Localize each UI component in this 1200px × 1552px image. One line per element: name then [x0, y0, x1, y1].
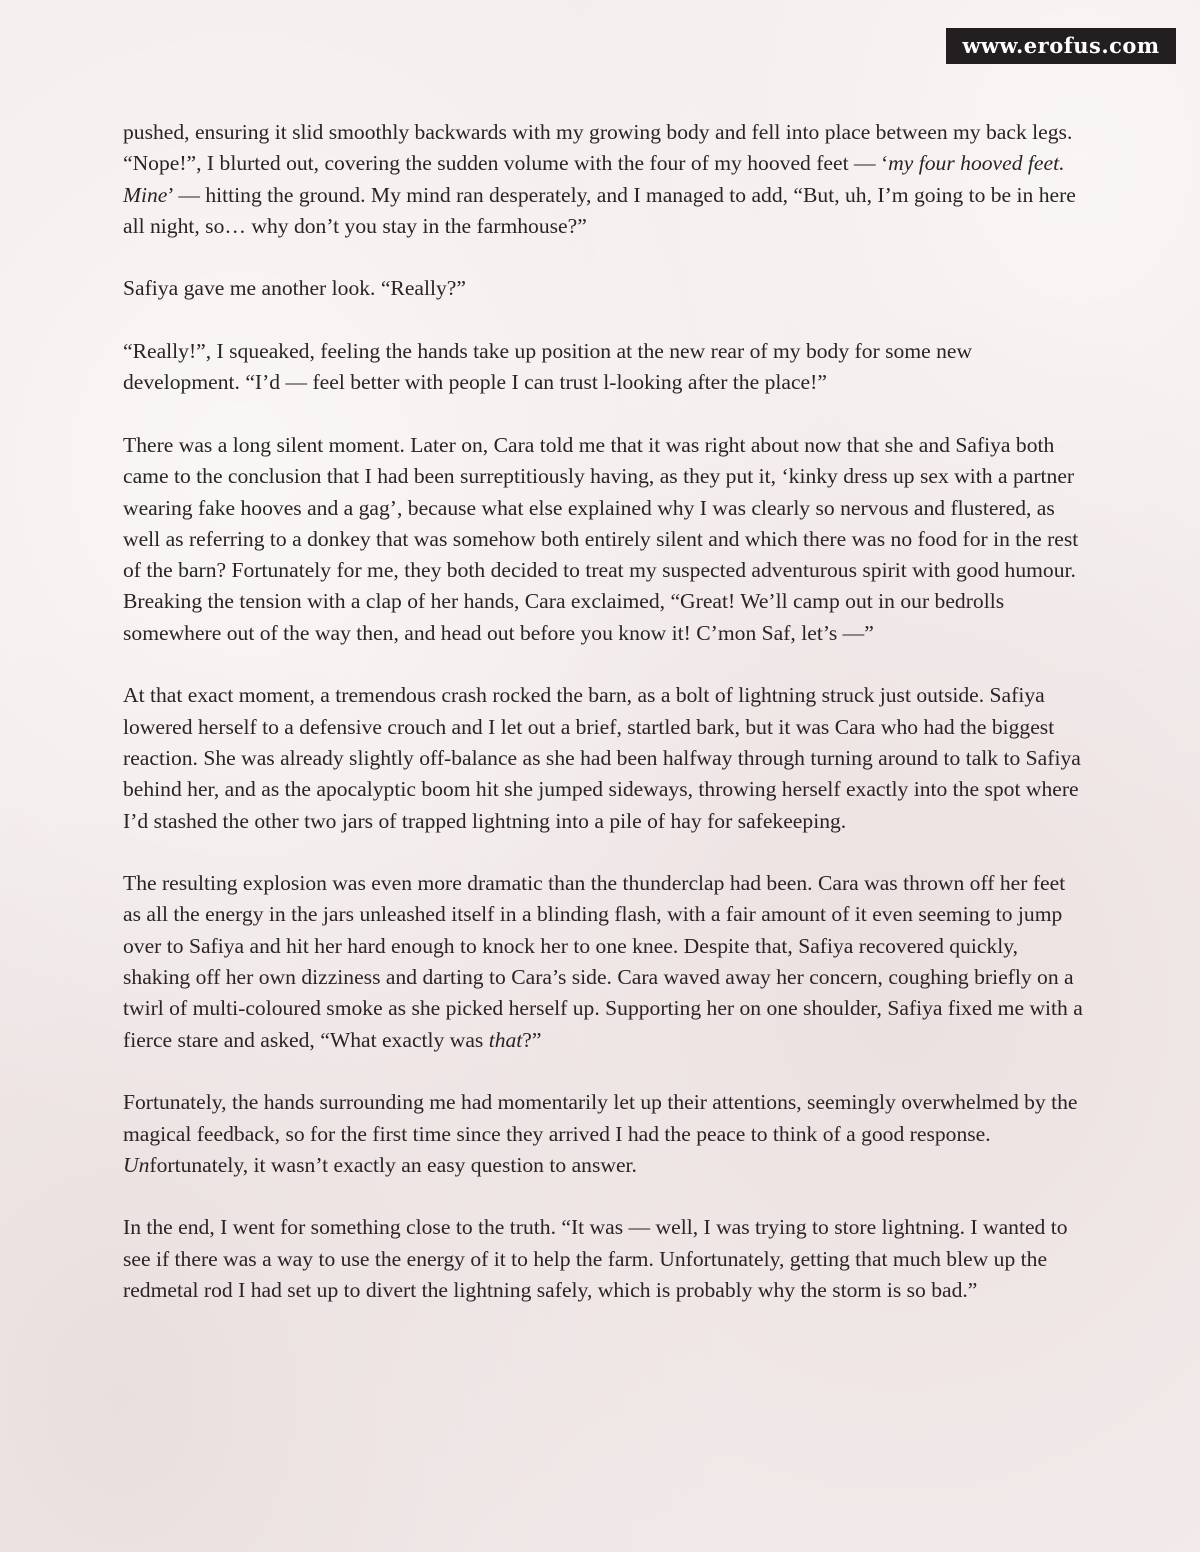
paragraph: “Really!”, I squeaked, feeling the hands take up position at the new rear of my body for some new development. “I’d — feel better with people I can trust l-looking after the place!” — [123, 339, 973, 395]
story-text — [123, 117, 1083, 1306]
paragraph: In the end, I went for something close to the truth. “It was — well, I was trying to store lightning. I wanted to see if there was a way to use the energy of it to help the farm. Unfortunately, getting that much blew up the redmetal rod I had set up to divert the lightning safely, which is probably why the storm is so bad.” — [123, 1215, 1068, 1302]
paragraph: Safiya gave me another look. “Really?” — [123, 276, 466, 301]
paragraph: At that exact moment, a tremendous crash rocked the barn, as a bolt of lightning struck just outside. Safiya lowered herself to a defensive crouch and I let out a brief, startled bark, but it was Cara who had the biggest reaction. She was already slightly off-balance as she had been halfway through turning around to talk to Safiya behind her, and as the apocalyptic boom hit she jumped sideways, throwing herself exactly into the spot where I’d stashed the other two jars of trapped lightning into a pile of hay for safekeeping. — [123, 683, 1081, 833]
watermark-logo: www.erofus.com — [946, 28, 1176, 64]
paragraph: The resulting explosion was even more dramatic than the thunderclap had been. Cara was thrown off her feet as all the energy in the jars unleashed itself in a blinding flash, with a fair amount of it even seeming to jump over to Safiya and hit her hard enough to knock her to one knee. Despite that, Safiya recovered quickly, shaking off her own dizziness and darting to Cara’s side. Cara waved away her concern, coughing briefly on a twirl of multi-coloured smoke as she picked herself up. Supporting her on one shoulder, Safiya fixed me with a fierce stare and asked, “What exactly was that?” — [123, 871, 1083, 1052]
paragraph: There was a long silent moment. Later on, Cara told me that it was right about now that she and Safiya both came to the conclusion that I had been surreptitiously having, as they put it, ‘kinky dress up sex with a partner wearing fake hooves and a gag’, because what else explained why I was clearly so nervous and flustered, as well as referring to a donkey that was somehow both entirely silent and which there was no food for in the rest of the barn? Fortunately for me, they both decided to treat my suspected adventurous spirit with good humour. Breaking the tension with a clap of her hands, Cara exclaimed, “Great! We’ll camp out in our bedrolls somewhere out of the way then, and head out before you know it! C’mon Saf, let’s —” — [123, 432, 1079, 645]
paragraph: Fortunately, the hands surrounding me had momentarily let up their attentions, seemingly overwhelmed by the magical feedback, so for the first time since they arrived I had the peace to think of a good response. Unfortunately, it wasn’t exactly an easy question to answer. — [123, 1090, 1078, 1177]
paragraph: pushed, ensuring it slid smoothly backwards with my growing body and fell into place between my back legs. “Nope!”, I blurted out, covering the sudden volume with the four of my hooved feet — ‘my four hooved feet. Mine’ — hitting the ground. My mind ran desperately, and I managed to add, “But, uh, I’m going to be in here all night, so… why don’t you stay in the farmhouse?” — [123, 120, 1076, 238]
